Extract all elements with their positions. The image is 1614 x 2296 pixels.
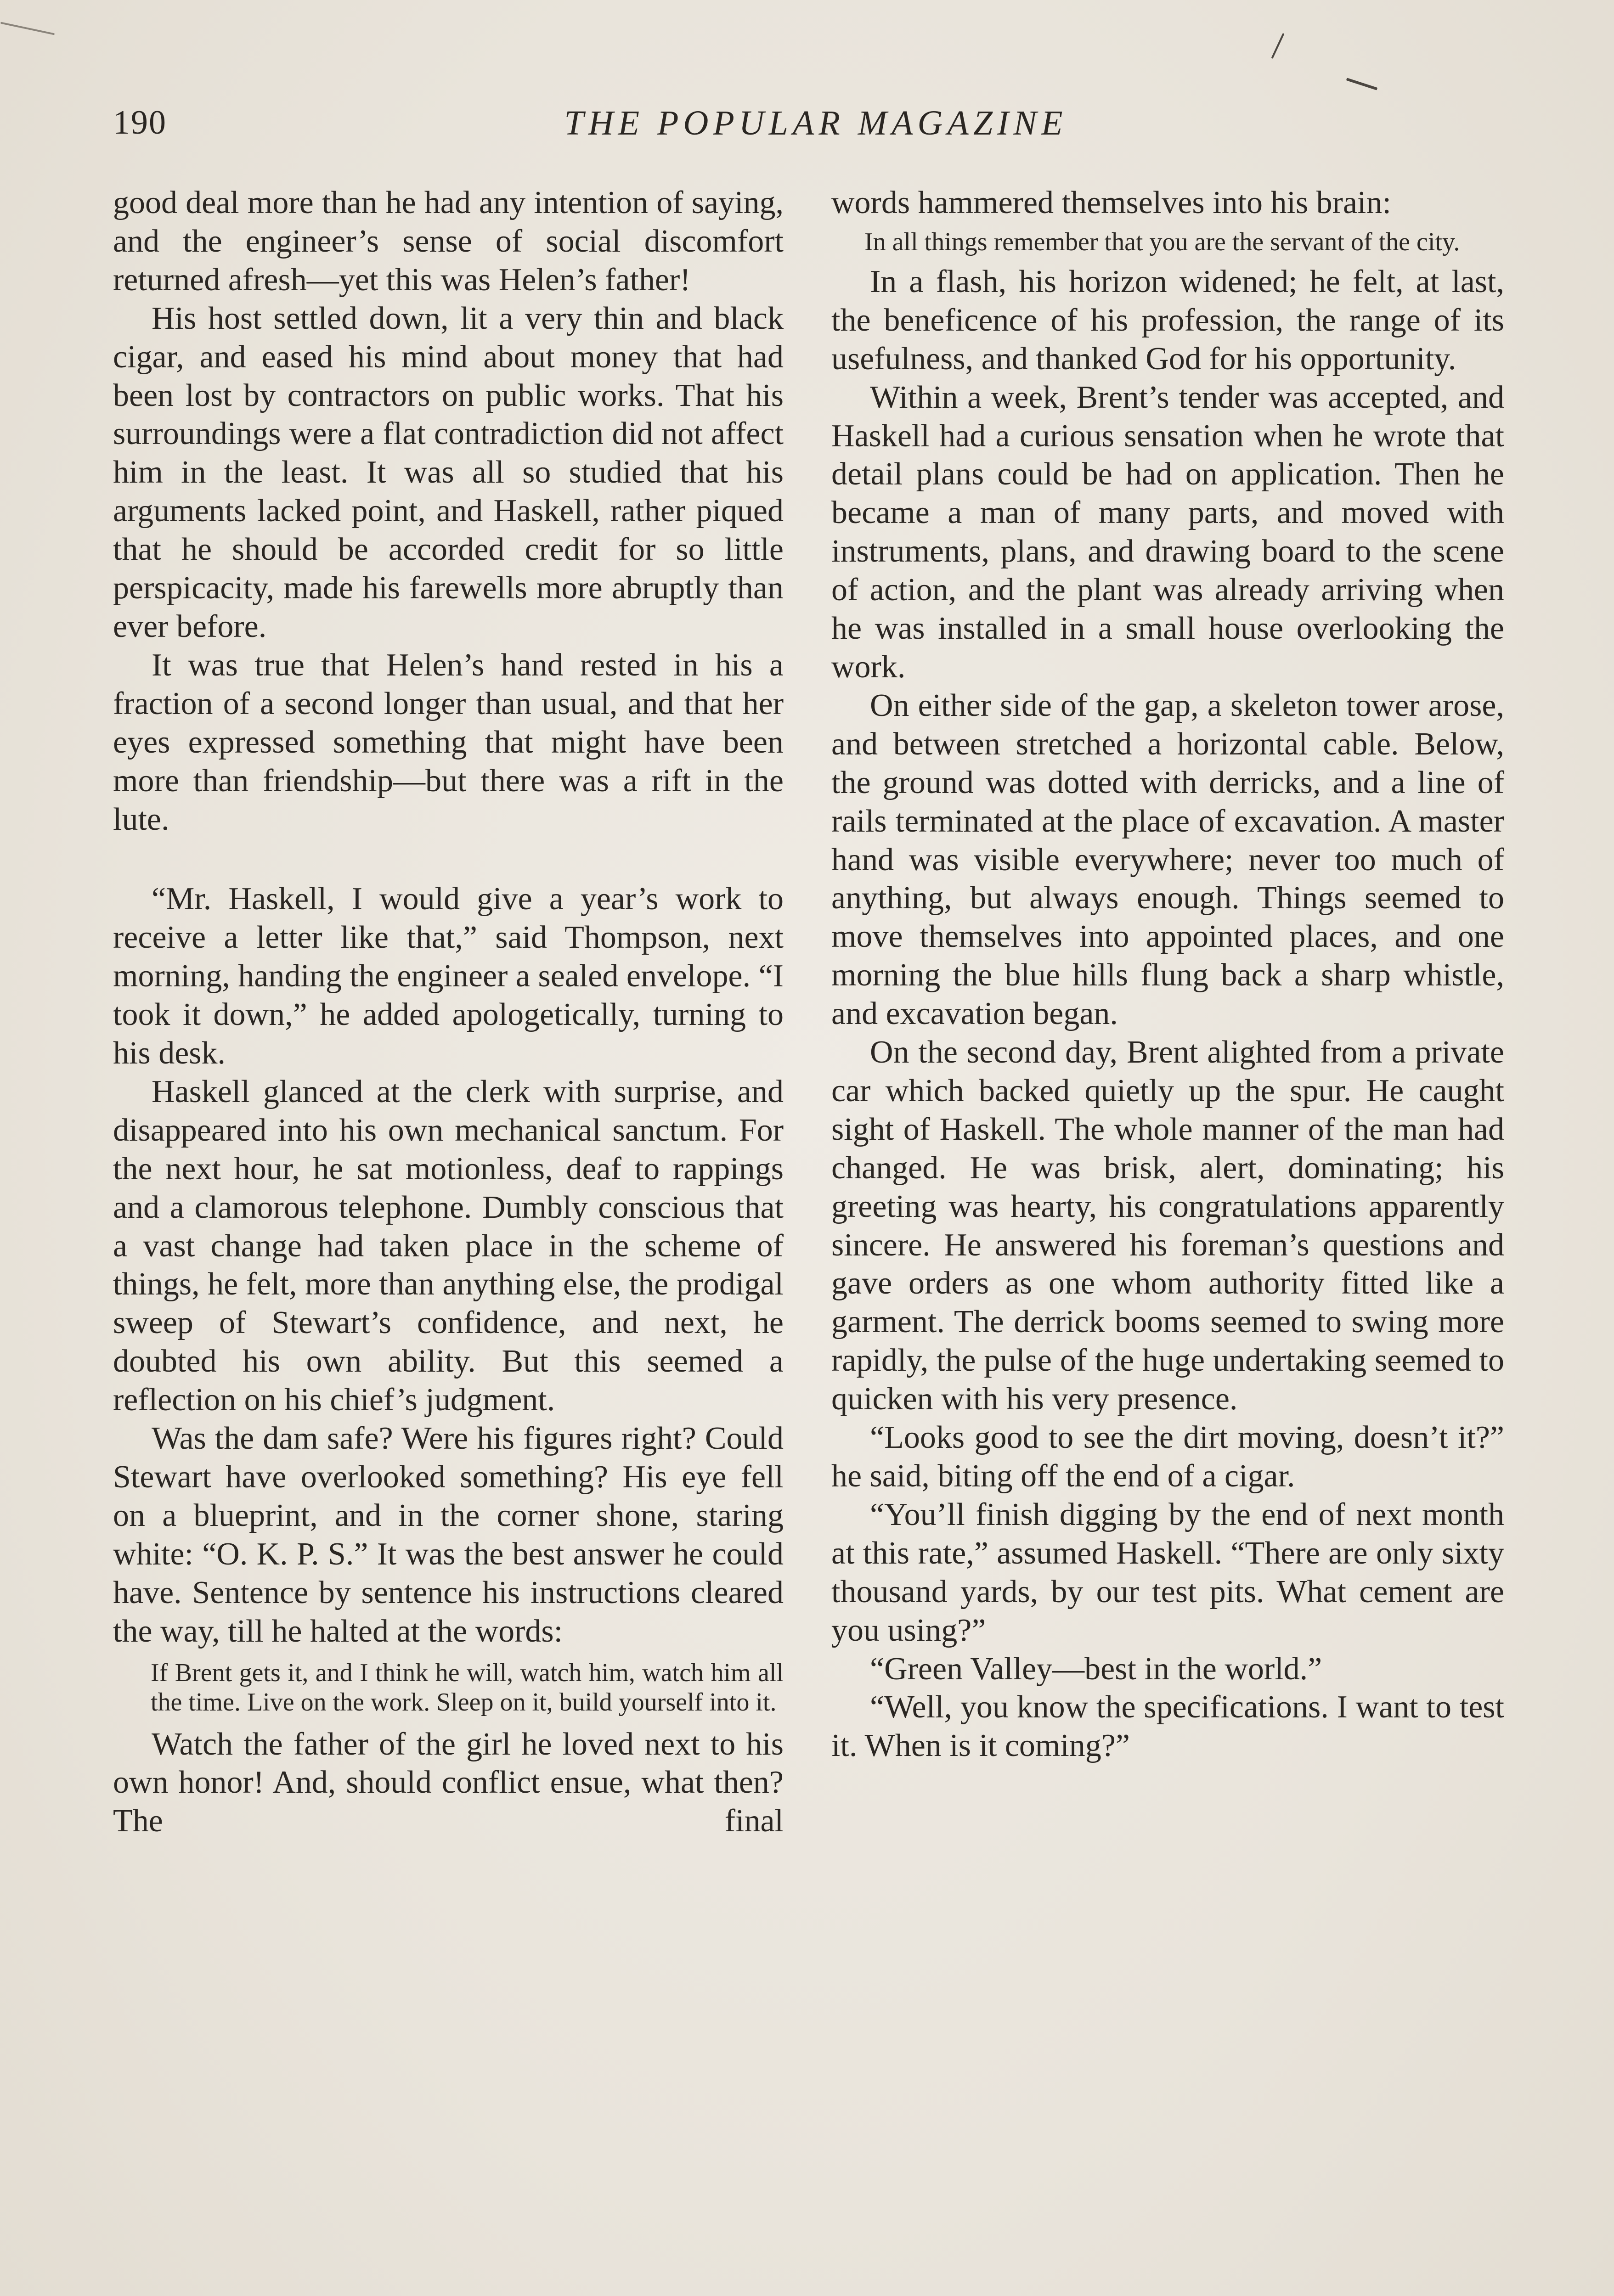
paragraph: “Green Valley—best in the world.” — [870, 1651, 1322, 1687]
paragraph: “Well, you know the specifications. I want to test it. When is it coming?” — [831, 1689, 1504, 1764]
paragraph: Haskell glanced at the clerk with surprise, and disappeared into his own mechanical sanctum. For the next hour, he sat motionless, deaf to rappings and a clamorous telephone. Dumbly conscious that a vast change had taken place in the scheme of things, he felt, more than anything else, the prodigal sweep of Stewart’s confidence, and next, he doubted his own ability. But this seemed a reflection on his chief’s judgment. — [113, 1074, 784, 1418]
paragraph: Within a week, Brent’s tender was accepted, and Haskell had a curious sensation when he wrote that detail plans could be had on application. Then he became a man of many parts, and moved with instruments, plans, and drawing board to the scene of action, and the plant was already arriving when he was installed in a small house overlooking the work. — [831, 379, 1504, 685]
magazine-title: THE POPULAR MAGAZINE — [564, 104, 1067, 142]
right-column — [831, 184, 1504, 1765]
left-column — [113, 184, 784, 1840]
page-number: 190 — [113, 104, 167, 141]
scan-mark — [1271, 33, 1285, 59]
paragraph: His host settled down, lit a very thin and black cigar, and eased his mind about money that had been lost by contractors on public works. That his surroundings were a flat contradiction did not affect him in the least. It was all so studied that his arguments lacked point, and Haskell, rather piqued that he should be accorded credit for so little perspicacity, made his farewells more abruptly than ever before. — [113, 300, 784, 644]
block-quote: If Brent gets it, and I think he will, watch him, watch him all the time. Live on the work. Sleep on it, build yourself into it. — [151, 1658, 784, 1716]
paragraph: “Looks good to see the dirt moving, doesn’t it?” he said, biting off the end of a cigar. — [831, 1420, 1504, 1494]
paragraph: “Mr. Haskell, I would give a year’s work to receive a letter like that,” said Thompson, next morning, handing the engineer a sealed envelope. “I took it down,” he added apologetically, turning to his desk. — [113, 881, 784, 1071]
paragraph: good deal more than he had any intention of saying, and the engineer’s sense of social discomfort returned afresh—yet this was Helen’s father! — [113, 185, 784, 298]
section-break — [113, 838, 784, 880]
paragraph: words hammered themselves into his brain: — [831, 185, 1391, 220]
paragraph: On either side of the gap, a skeleton tower arose, and between stretched a horizontal cable. Below, the ground was dotted with derricks, and a line of rails terminated at the place of excavation. A master hand was visible everywhere; never too much of anything, but always enough. Things seemed to move themselves into appointed places, and one morning the blue hills flung back a sharp whistle, and excavation began. — [831, 687, 1504, 1032]
scan-mark — [0, 22, 55, 35]
scan-mark — [1346, 78, 1377, 90]
paragraph: It was true that Helen’s hand rested in his a fraction of a second longer than usual, and that her eyes expressed something that might have been more than friendship—but there was a rift in the lute. — [113, 647, 784, 837]
running-head — [108, 103, 1523, 154]
paragraph: “You’ll finish digging by the end of next month at this rate,” assumed Haskell. “There are only sixty thousand yards, by our test pits. What cement are you using?” — [831, 1497, 1504, 1648]
paragraph: Was the dam safe? Were his figures right? Could Stewart have overlooked something? His eye fell on a blueprint, and in the corner shone, staring white: “O. K. P. S.” It was the best answer he could have. Sentence by sentence his instructions cleared the way, till he halted at the words: — [113, 1421, 784, 1649]
paragraph: Watch the father of the girl he loved next to his own honor! And, should conflict ensue, what then? The final — [113, 1726, 784, 1839]
block-quote: In all things remember that you are the servant of the city. — [864, 227, 1460, 256]
paragraph: In a flash, his horizon widened; he felt, at last, the beneficence of his profession, the range of its usefulness, and thanked God for his opportunity. — [831, 264, 1504, 377]
paragraph: On the second day, Brent alighted from a private car which backed quietly up the spur. He caught sight of Haskell. The whole manner of the man had changed. He was brisk, alert, dominating; his greeting was hearty, his congratulations apparently sincere. He answered his foreman’s questions and gave orders as one whom authority fitted like a garment. The derrick booms seemed to swing more rapidly, the pulse of the huge undertaking seemed to quicken with his very presence. — [831, 1035, 1504, 1417]
